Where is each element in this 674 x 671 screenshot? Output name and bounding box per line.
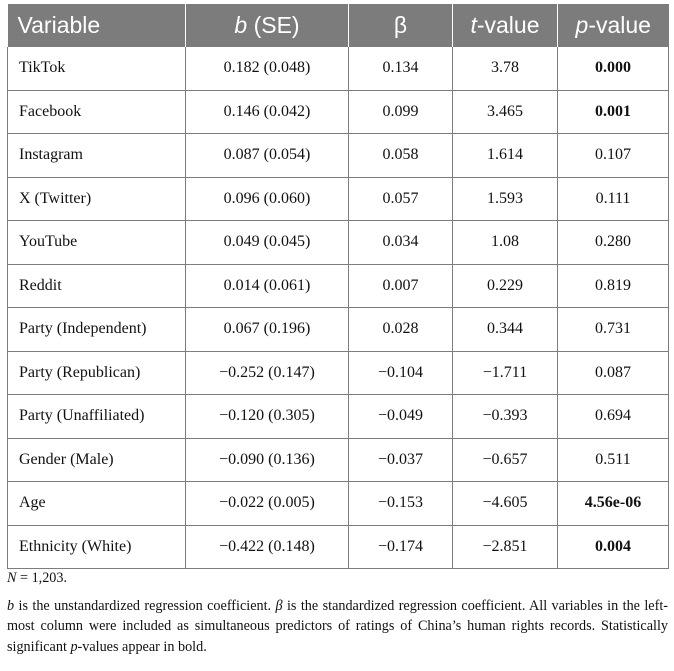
regression-table-container — [7, 4, 668, 569]
cell-beta: 0.058 — [349, 134, 453, 178]
cell-variable: Reddit — [8, 264, 186, 308]
note-bold-text: -values appear in bold. — [77, 638, 207, 655]
cell-b-se: 0.067 (0.196) — [186, 308, 349, 352]
table-row — [8, 221, 669, 265]
cell-beta: −0.104 — [349, 351, 453, 395]
cell-beta: 0.057 — [349, 177, 453, 221]
cell-variable: Instagram — [8, 134, 186, 178]
table-row — [8, 90, 669, 134]
cell-beta: −0.037 — [349, 438, 453, 482]
cell-b-se: 0.146 (0.042) — [186, 90, 349, 134]
sample-size-note — [7, 568, 668, 589]
header-b-symbol: b — [234, 12, 248, 38]
cell-b-se: 0.087 (0.054) — [186, 134, 349, 178]
cell-p-value: 0.511 — [558, 438, 669, 482]
header-p-value — [558, 4, 669, 47]
table-row — [8, 177, 669, 221]
note-b-symbol: b — [7, 597, 15, 614]
cell-b-se: −0.022 (0.005) — [186, 482, 349, 526]
cell-p-value: 0.001 — [558, 90, 669, 134]
table-row — [8, 525, 669, 569]
note-b-text: is the unstandardized regression coefficient. — [14, 597, 276, 614]
cell-variable: Facebook — [8, 90, 186, 134]
note-p-symbol: p — [70, 638, 78, 655]
cell-b-se: −0.252 (0.147) — [186, 351, 349, 395]
regression-table — [7, 4, 669, 569]
cell-beta: −0.153 — [349, 482, 453, 526]
coefficient-note — [7, 596, 668, 658]
cell-t-value: −4.605 — [453, 482, 558, 526]
n-value: = 1,203. — [16, 570, 68, 586]
cell-t-value: −2.851 — [453, 525, 558, 569]
cell-p-value: 0.111 — [558, 177, 669, 221]
cell-p-value: 0.107 — [558, 134, 669, 178]
note-beta-symbol: β — [275, 597, 283, 614]
cell-b-se: 0.049 (0.045) — [186, 221, 349, 265]
cell-p-value: 0.731 — [558, 308, 669, 352]
header-t-symbol: t — [470, 12, 477, 38]
cell-t-value: 0.344 — [453, 308, 558, 352]
note-predictors-text: All variables in the left-most column were included as simultaneous predictors of ratings of China’s human rights records. Statistically significant — [7, 597, 668, 655]
cell-p-value: 0.819 — [558, 264, 669, 308]
cell-variable: Party (Republican) — [8, 351, 186, 395]
cell-beta: 0.007 — [349, 264, 453, 308]
cell-variable: Party (Unaffiliated) — [8, 395, 186, 439]
cell-b-se: −0.422 (0.148) — [186, 525, 349, 569]
table-row — [8, 395, 669, 439]
cell-t-value: 1.614 — [453, 134, 558, 178]
cell-variable: YouTube — [8, 221, 186, 265]
cell-t-value: 3.465 — [453, 90, 558, 134]
table-row — [8, 351, 669, 395]
cell-b-se: −0.090 (0.136) — [186, 438, 349, 482]
table-notes — [7, 568, 668, 657]
cell-beta: −0.174 — [349, 525, 453, 569]
table-row — [8, 438, 669, 482]
header-p-suffix: -value — [588, 12, 651, 38]
cell-beta: 0.028 — [349, 308, 453, 352]
table-row — [8, 134, 669, 178]
header-b-suffix: (SE) — [247, 12, 300, 38]
header-variable: Variable — [8, 4, 186, 47]
cell-beta: 0.134 — [349, 47, 453, 90]
cell-beta: −0.049 — [349, 395, 453, 439]
cell-b-se: −0.120 (0.305) — [186, 395, 349, 439]
cell-variable: Party (Independent) — [8, 308, 186, 352]
cell-variable: TikTok — [8, 47, 186, 90]
cell-p-value: 0.694 — [558, 395, 669, 439]
cell-t-value: 1.593 — [453, 177, 558, 221]
cell-variable: X (Twitter) — [8, 177, 186, 221]
cell-t-value: −0.393 — [453, 395, 558, 439]
note-beta-text: is the standardized regression coefficient. — [282, 597, 526, 614]
cell-p-value: 4.56e-06 — [558, 482, 669, 526]
cell-variable: Age — [8, 482, 186, 526]
cell-t-value: 1.08 — [453, 221, 558, 265]
header-p-symbol: p — [575, 12, 589, 38]
n-symbol: N — [7, 570, 17, 586]
header-t-suffix: -value — [476, 12, 540, 38]
cell-variable: Gender (Male) — [8, 438, 186, 482]
table-header — [8, 4, 669, 47]
header-beta: β — [349, 4, 453, 47]
cell-t-value: −1.711 — [453, 351, 558, 395]
cell-beta: 0.099 — [349, 90, 453, 134]
cell-t-value: −0.657 — [453, 438, 558, 482]
header-t-value — [453, 4, 558, 47]
cell-beta: 0.034 — [349, 221, 453, 265]
cell-p-value: 0.004 — [558, 525, 669, 569]
table-row — [8, 308, 669, 352]
cell-b-se: 0.014 (0.061) — [186, 264, 349, 308]
header-b-se — [186, 4, 349, 47]
table-row — [8, 264, 669, 308]
cell-p-value: 0.087 — [558, 351, 669, 395]
header-row — [8, 4, 669, 47]
cell-b-se: 0.096 (0.060) — [186, 177, 349, 221]
cell-t-value: 0.229 — [453, 264, 558, 308]
cell-t-value: 3.78 — [453, 47, 558, 90]
cell-b-se: 0.182 (0.048) — [186, 47, 349, 90]
cell-p-value: 0.000 — [558, 47, 669, 90]
cell-p-value: 0.280 — [558, 221, 669, 265]
table-row — [8, 47, 669, 90]
table-row — [8, 482, 669, 526]
table-body — [8, 47, 669, 569]
cell-variable: Ethnicity (White) — [8, 525, 186, 569]
